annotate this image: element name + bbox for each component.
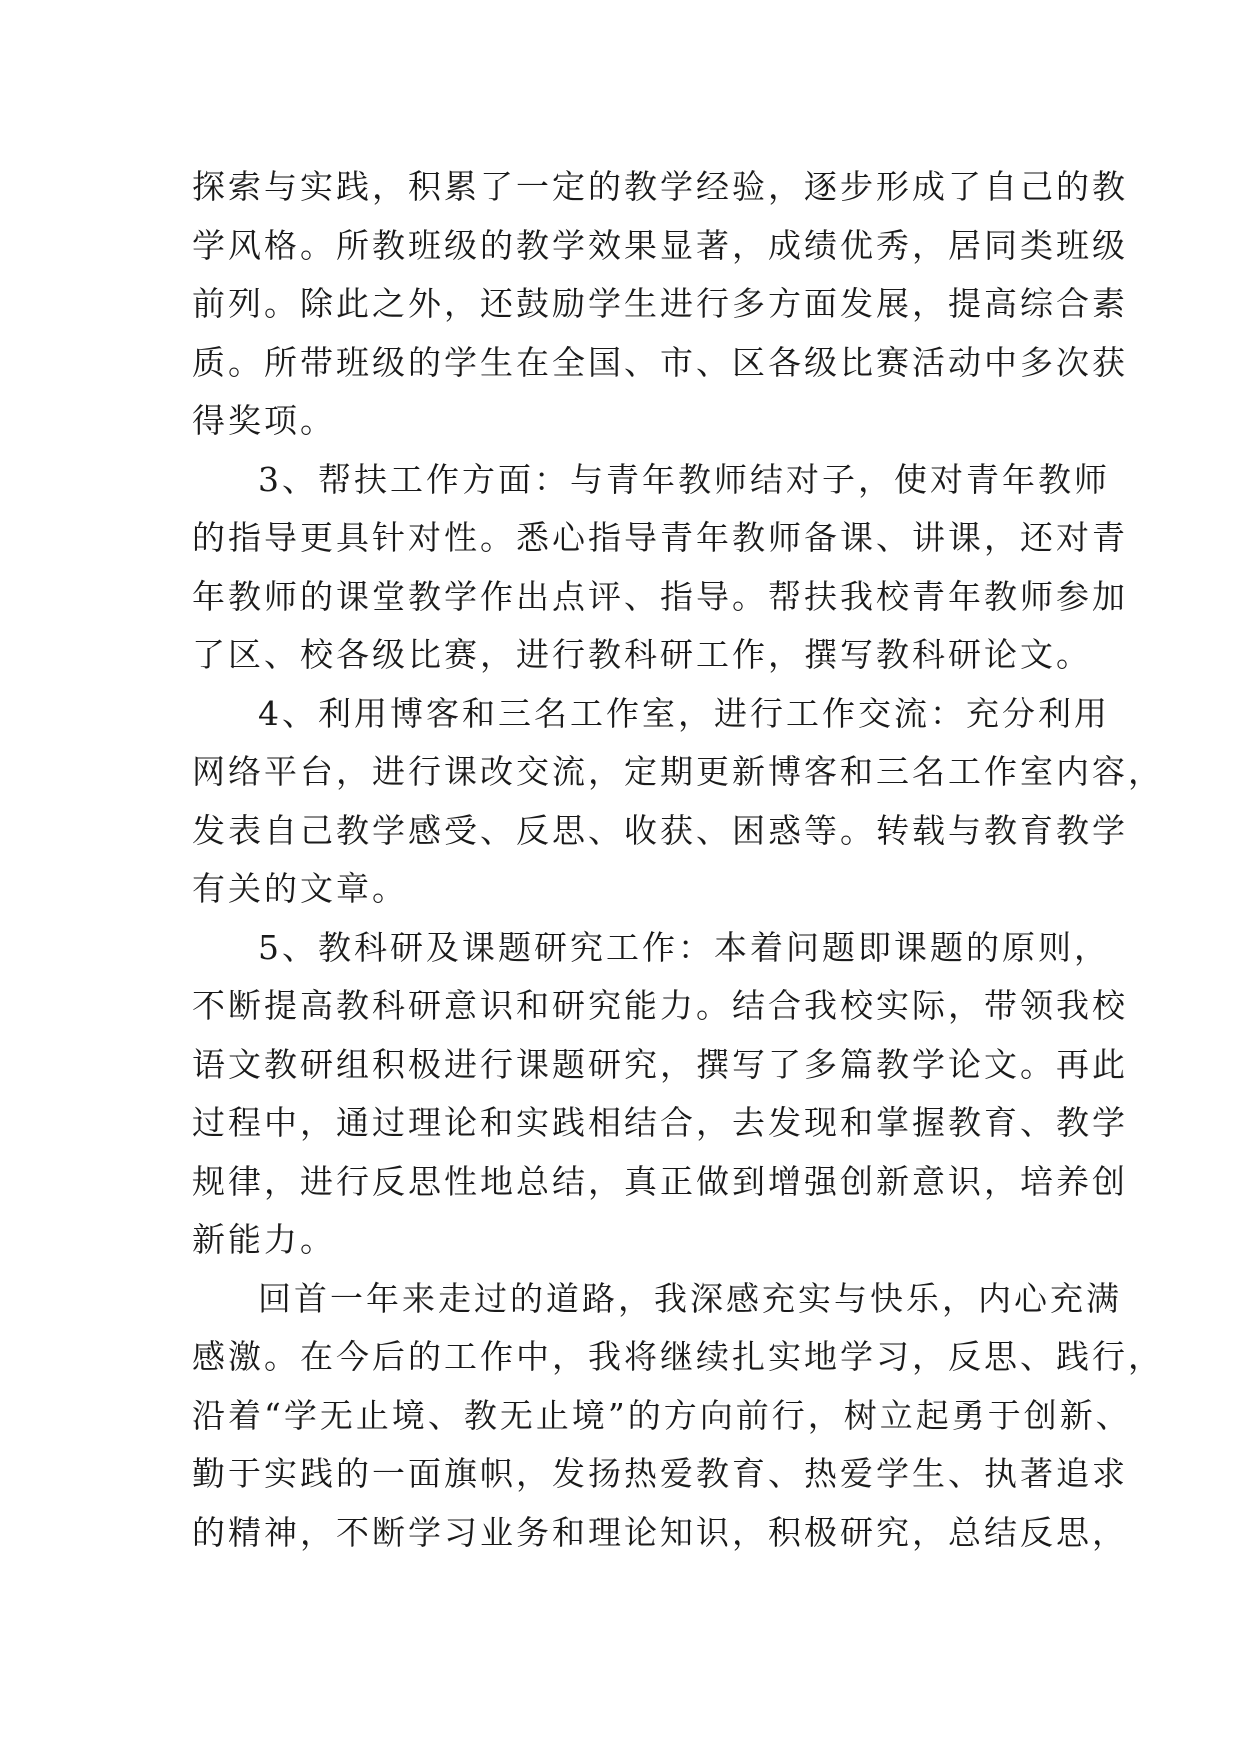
text-line: 年教师的课堂教学作出点评、指导。帮扶我校青年教师参加 <box>192 576 1128 616</box>
text-line: 的指导更具针对性。悉心指导青年教师备课、讲课，还对青 <box>192 518 1128 557</box>
document-body <box>192 158 1164 1562</box>
paragraph-start-line: 4、利用博客和三名工作室，进行工作交流：充分利用 <box>258 693 1110 733</box>
paragraph-start-line: 3、帮扶工作方面：与青年教师结对子，使对青年教师 <box>258 459 1110 499</box>
text-line: 的精神，不断学习业务和理论知识，积极研究，总结反思， <box>192 1512 1128 1552</box>
text-line: 有关的文章。 <box>192 869 408 908</box>
text-line: 探索与实践，积累了一定的教学经验，逐步形成了自己的教 <box>192 167 1128 206</box>
text-line: 规律，进行反思性地总结，真正做到增强创新意识，培养创 <box>192 1161 1128 1201</box>
paragraph-start-line: 5、教科研及课题研究工作：本着问题即课题的原则， <box>258 927 1110 967</box>
text-line: 不断提高教科研意识和研究能力。结合我校实际，带领我校 <box>192 986 1128 1025</box>
text-line: 勤于实践的一面旗帜，发扬热爱教育、热爱学生、执著追求 <box>192 1454 1128 1493</box>
text-line: 语文教研组积极进行课题研究，撰写了多篇教学论文。再此 <box>192 1044 1128 1084</box>
text-line: 了区、校各级比赛，进行教科研工作，撰写教科研论文。 <box>192 635 1092 674</box>
text-line: 学风格。所教班级的教学效果显著，成绩优秀，居同类班级 <box>192 225 1128 265</box>
text-line: 新能力。 <box>192 1220 336 1259</box>
text-line: 前列。除此之外，还鼓励学生进行多方面发展，提高综合素 <box>192 284 1128 323</box>
text-line: 网络平台，进行课改交流，定期更新博客和三名工作室内容， <box>192 752 1164 791</box>
text-line: 感激。在今后的工作中，我将继续扎实地学习，反思、践行， <box>192 1337 1164 1376</box>
text-line: 发表自己教学感受、反思、收获、困惑等。转载与教育教学 <box>192 810 1128 850</box>
text-line: 质。所带班级的学生在全国、市、区各级比赛活动中多次获 <box>192 342 1128 382</box>
text-line: 过程中，通过理论和实践相结合，去发现和掌握教育、教学 <box>192 1103 1128 1142</box>
text-line: 得奖项。 <box>192 401 336 440</box>
text-line: 沿着“学无止境、教无止境”的方向前行，树立起勇于创新、 <box>192 1395 1132 1435</box>
paragraph-start-line: 回首一年来走过的道路，我深感充实与快乐，内心充满 <box>258 1278 1122 1318</box>
